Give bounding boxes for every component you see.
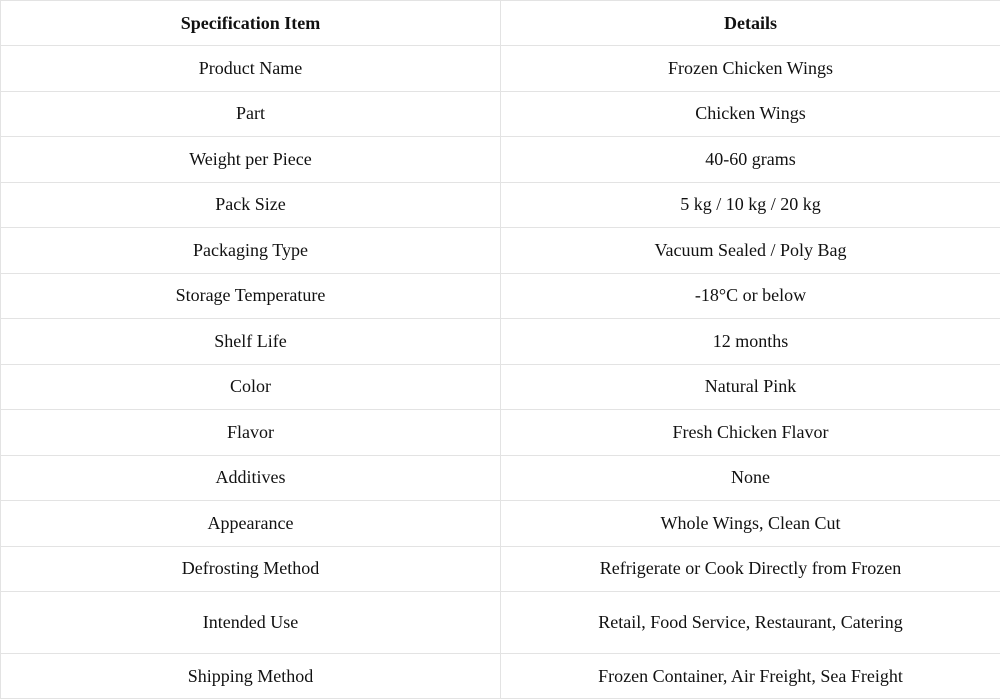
table-row [1,546,1000,592]
spec-detail-cell: 40-60 grams [501,137,1000,183]
spec-detail-cell: 5 kg / 10 kg / 20 kg [501,182,1000,228]
table-row [1,592,1000,654]
spec-detail-cell: Refrigerate or Cook Directly from Frozen [501,546,1000,592]
spec-detail-cell: Natural Pink [501,364,1000,410]
spec-item-cell: Additives [1,455,501,501]
table-row [1,137,1000,183]
table-row [1,319,1000,365]
spec-item-cell: Packaging Type [1,228,501,274]
spec-item-cell: Pack Size [1,182,501,228]
spec-item-cell: Product Name [1,46,501,92]
spec-item-cell: Flavor [1,410,501,456]
spec-item-cell: Part [1,91,501,137]
spec-item-cell: Weight per Piece [1,137,501,183]
table-row [1,228,1000,274]
table-row [1,410,1000,456]
spec-detail-cell: Frozen Chicken Wings [501,46,1000,92]
spec-item-cell: Shipping Method [1,654,501,699]
spec-detail-cell: Frozen Container, Air Freight, Sea Freight [501,654,1000,699]
table-row [1,501,1000,547]
spec-detail-cell: -18°C or below [501,273,1000,319]
spec-item-cell: Color [1,364,501,410]
spec-detail-cell: Whole Wings, Clean Cut [501,501,1000,547]
column-header-specification-item: Specification Item [1,1,501,46]
table-row [1,364,1000,410]
spec-detail-cell: Chicken Wings [501,91,1000,137]
spec-item-cell: Defrosting Method [1,546,501,592]
table-row [1,91,1000,137]
table-row [1,455,1000,501]
spec-detail-cell: 12 months [501,319,1000,365]
spec-detail-cell: Vacuum Sealed / Poly Bag [501,228,1000,274]
table-row [1,182,1000,228]
table-header-row [1,1,1000,46]
spec-detail-cell: None [501,455,1000,501]
spec-detail-cell: Retail, Food Service, Restaurant, Catering [501,592,1000,654]
column-header-details: Details [501,1,1000,46]
table-row [1,654,1000,699]
spec-item-cell: Intended Use [1,592,501,654]
spec-item-cell: Appearance [1,501,501,547]
spec-item-cell: Shelf Life [1,319,501,365]
spec-detail-cell: Fresh Chicken Flavor [501,410,1000,456]
table-row [1,273,1000,319]
table-row [1,46,1000,92]
spec-item-cell: Storage Temperature [1,273,501,319]
